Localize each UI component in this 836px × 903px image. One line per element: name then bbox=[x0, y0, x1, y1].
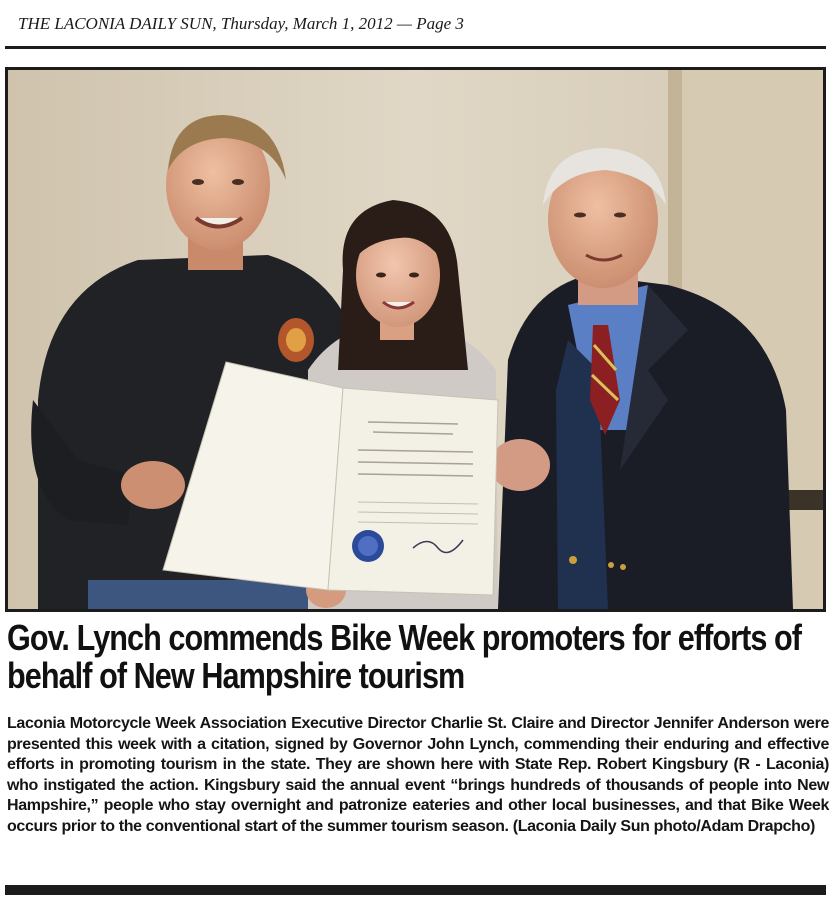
sweater-patch-inner bbox=[286, 328, 306, 352]
news-photo bbox=[5, 67, 826, 612]
right-man-eye-right bbox=[614, 213, 626, 218]
blazer-button-2 bbox=[608, 562, 614, 568]
citation-seal-inner bbox=[358, 536, 378, 556]
header-rule bbox=[5, 46, 826, 49]
page-folio: THE LACONIA DAILY SUN, Thursday, March 1, 2012 — Page 3 bbox=[18, 14, 464, 33]
article-headline: Gov. Lynch commends Bike Week promoters for efforts of behalf of New Hampshire tourism bbox=[7, 617, 802, 696]
citation-right-page bbox=[328, 388, 498, 595]
left-man-eye-left bbox=[192, 179, 204, 185]
blazer-button-1 bbox=[569, 556, 577, 564]
woman-eye-right bbox=[409, 273, 419, 278]
footer-rule bbox=[5, 885, 826, 895]
right-man-hand bbox=[490, 439, 550, 491]
blazer-button-3 bbox=[620, 564, 626, 570]
right-man-eye-left bbox=[574, 213, 586, 218]
left-man-hand bbox=[121, 461, 185, 509]
photo-illustration bbox=[8, 70, 823, 609]
woman-eye-left bbox=[376, 273, 386, 278]
left-man-eye-right bbox=[232, 179, 244, 185]
photo-caption: Laconia Motorcycle Week Association Executive Director Charlie St. Claire and Director Jennifer Anderson were presented this week with a citation, signed by Governor John Lynch, commending their enduring and effective efforts in promoting tourism in the state. They are shown here with State Rep. Robert Kingsbury (R - Laconia) who instigated the action. Kingsbury said the annual event “brings hundreds of thousands of people into New Hampshire,” people who stay overnight and patronize eateries and other local businesses, and that Bike Week occurs prior to the conventional start of the summer tourism season. (Laconia Daily Sun photo/Adam Drapcho) bbox=[7, 715, 829, 835]
